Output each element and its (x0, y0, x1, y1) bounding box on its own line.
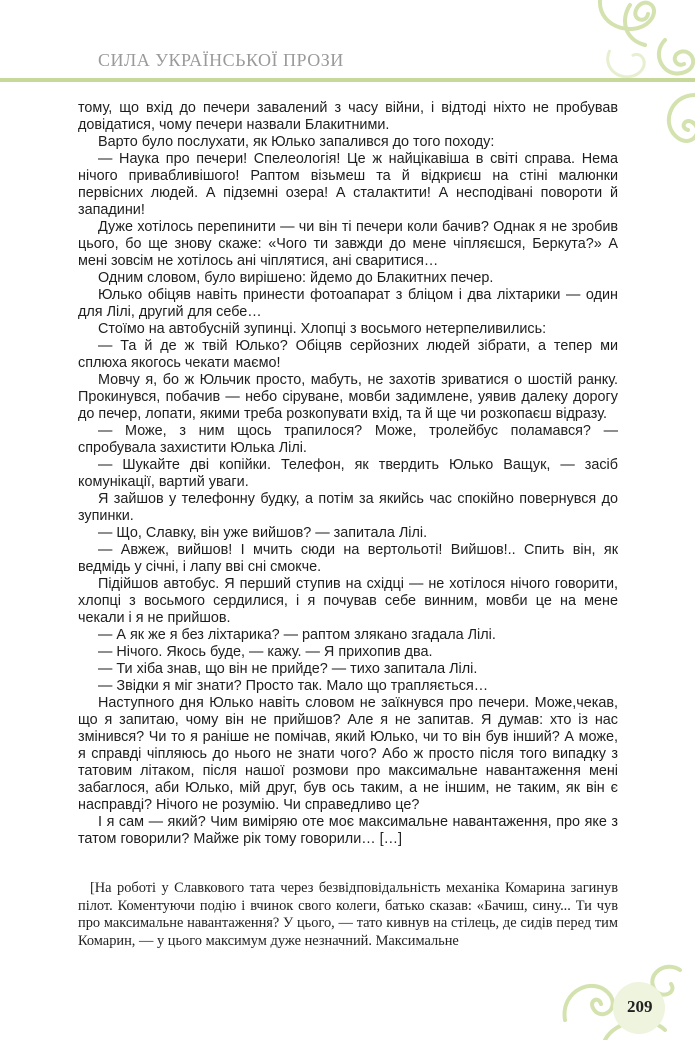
swirl-ornament-bottom-icon (555, 950, 695, 1040)
paragraph: — Звідки я міг знати? Просто так. Мало що трапляється… (98, 678, 489, 694)
paragraph: тому, що вхід до печери завалений з часу війни, і відтоді ніхто не пробував довідатися, чому печери назвали Блакитними. (78, 100, 618, 133)
paragraph: І я сам — який? Чим виміряю оте моє максимальне навантаження, про яке з татом говорили? Майже рік тому говорили… […] (78, 814, 618, 847)
paragraph: Я зайшов у телефонну будку, а потім за якийсь час спокійно повернувся до зупинки. (78, 491, 618, 524)
editorial-note (78, 880, 618, 950)
paragraph: — Нічого. Якось буде, — кажу. — Я прихопив два. (98, 644, 433, 660)
paragraph: — Ти хіба знав, що він не прийде? — тихо запитала Лілі. (98, 661, 478, 677)
paragraph: — Може, з ним щось трапилося? Може, тролейбус поламався? — спробувала захистити Юлька Лілі. (78, 423, 618, 456)
paragraph: — Наука про печери! Спелеологія! Це ж найцікавіша в світі справа. Нема нічого привабливішого! Раптом візьмеш та й відкриєш на стіні малюнки первісних людей. А підземні озера! А сталактити! А несподівані повороти й западини! (78, 151, 618, 218)
paragraph: — Та й де ж твій Юлько? Обіцяв серйозних людей зібрати, а тепер ми сплюха якогось чекати маємо! (78, 338, 618, 371)
paragraph: — А як же я без ліхтарика? — раптом злякано згадала Лілі. (98, 627, 496, 643)
paragraph: Стоїмо на автобусній зупинці. Хлопці з восьмого нетерпеливились: (98, 321, 547, 337)
paragraph: — Авжеж, вийшов! І мчить сюди на вертольоті! Вийшов!.. Спить він, як ведмідь у січні, і лапу вві сні смокче. (78, 542, 618, 575)
paragraph: Одним словом, було вирішено: йдемо до Блакитних печер. (98, 270, 494, 286)
running-header-title: СИЛА УКРАЇНСЬКОЇ ПРОЗИ (98, 50, 344, 70)
paragraph: Наступного дня Юлько навіть словом не заїкнувся про печери. Може,чекав, що я запитаю, чому він не прийшов? Але я не запитав. Я думав: хто із нас змінився? Чи то я раніше не помічав, який Юлько, чи то він був інший? А може, я справді чіпляюсь до нього не знати чого? Або ж просто після того випадку з татовим літаком, після нашої розмови про максимальне навантаження мені забаглося, аби Юлько, мій друг, був ось таким, а не іншим, не таким, як він є насправді? Нічого не розумію. Чи справедливо це? (78, 695, 618, 813)
header-divider (0, 78, 695, 82)
page-number: 209 (627, 997, 653, 1016)
paragraph: — Що, Славку, він уже вийшов? — запитала Лілі. (98, 525, 428, 541)
paragraph: Мовчу я, бо ж Юльчик просто, мабуть, не захотів зриватися о шостій ранку. Прокинувся, побачив — небо сіруване, мовби задимлене, уявив далеку дорогу до печер, лопати, якими треба розкопувати вхід, та й ще чи розкопаєш відразу. (78, 372, 618, 422)
paragraph: Варто було послухати, як Юлько запалився до того походу: (98, 134, 495, 150)
story-body (78, 100, 618, 848)
paragraph: — Шукайте дві копійки. Телефон, як твердить Юлько Ващук, — засіб комунікації, вартий уваги. (78, 457, 618, 490)
paragraph: Юлько обіцяв навіть принести фотоапарат з бліцом і два ліхтарики — один для Лілі, другий для себе… (78, 287, 618, 320)
paragraph: Підійшов автобус. Я перший ступив на східці — не хотілося нічого говорити, хлопці з восьмого сердилися, і я почував себе винним, мовби це на мене чекали і я не прийшов. (78, 576, 618, 626)
editorial-note-text: [На роботі у Славкового тата через безвідповідальність механіка Комарина загинув пілот. Коментуючи подію і вчинок свого колеги, батько сказав: «Бачиш, сину... Ти чув про максимальне навантаження? У цього, — тато кивнув на стілець, де сидів перед тим Комарин, — у цього максимум дуже незначний. Максимальне (78, 880, 618, 949)
paragraph: Дуже хотілось перепинити — чи він ті печери коли бачив? Однак я не зробив цього, бо ще знову скаже: «Чого ти завжди до мене чіпляєшся, Беркута?» А мені зовсім не хотілось ані чіплятися, ані сваритися… (78, 219, 618, 269)
